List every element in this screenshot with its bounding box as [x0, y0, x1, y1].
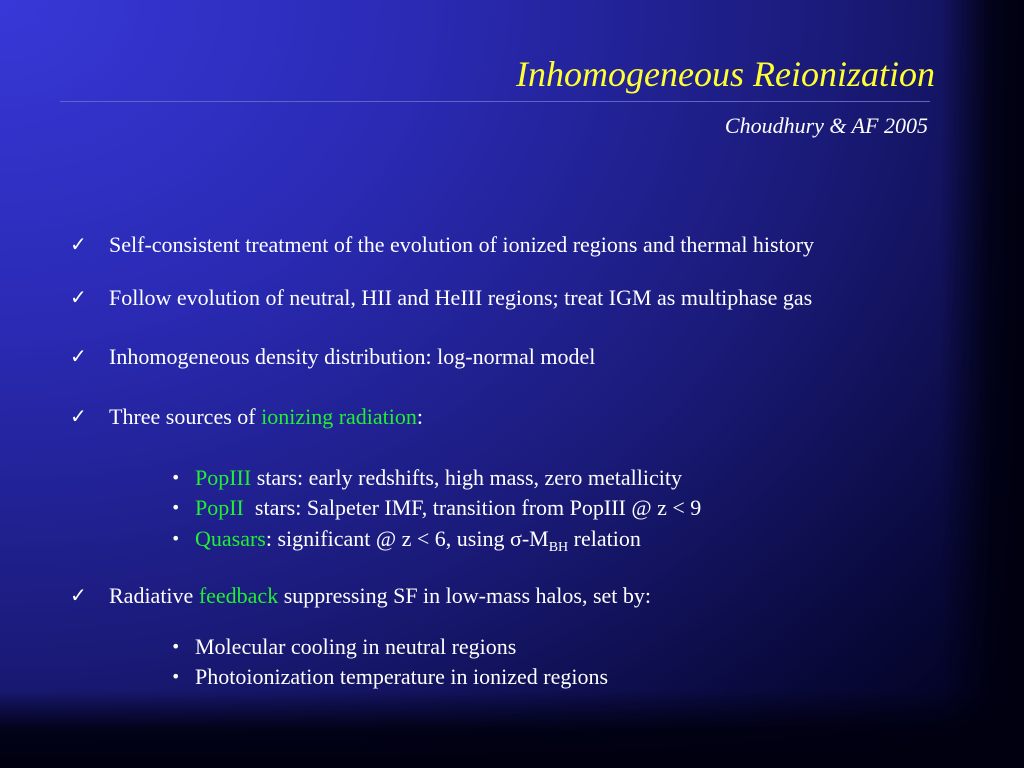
sub-bullet-text [195, 524, 641, 563]
bullet-text-post: suppressing SF in low-mass halos, set by: [278, 583, 651, 608]
bullet-text: Follow evolution of neutral, HII and HeIII regions; treat IGM as multiphase gas [109, 285, 813, 310]
slide-title: Inhomogeneous Reionization [516, 54, 935, 94]
bullet-dot-icon: • [171, 468, 181, 487]
highlight-quasars: Quasars [195, 526, 266, 551]
bullet-text-pre: Radiative [109, 583, 199, 608]
checkmark-icon: ✓ [70, 232, 87, 256]
highlight-popii: PopII [195, 495, 244, 520]
bullet-text [109, 581, 651, 611]
sub-bullet-text [195, 463, 682, 493]
bullet-dot-icon: • [171, 498, 181, 517]
highlight-popiii: PopIII [195, 465, 252, 490]
sub-bullet-text-post: : significant @ z < 6, using σ-M [265, 526, 549, 551]
sub-bullet-text [195, 493, 701, 523]
sub-bullet-text: Molecular cooling in neutral regions [195, 634, 517, 659]
checkmark-icon: ✓ [70, 404, 87, 428]
bullet-text: Inhomogeneous density distribution: log-normal model [109, 344, 596, 369]
checkmark-icon: ✓ [70, 285, 87, 309]
highlight-ionizing-radiation: ionizing radiation [261, 404, 417, 429]
bullet-text-post: : [416, 404, 424, 429]
bullet-dot-icon: • [171, 529, 181, 548]
sub-bullet-text-tail: relation [568, 526, 641, 551]
title-divider [60, 101, 930, 102]
bullet-text-pre: Three sources of [109, 404, 262, 429]
slide-subtitle: Choudhury & AF 2005 [724, 113, 928, 138]
sub-bullet-text: Photoionization temperature in ionized regions [195, 664, 609, 689]
subscript-bh: BH [548, 540, 569, 555]
bullet-dot-icon: • [171, 637, 181, 656]
highlight-feedback: feedback [198, 583, 279, 608]
bullet-dot-icon: • [171, 667, 181, 686]
sub-bullet-text-post: stars: early redshifts, high mass, zero metallicity [251, 465, 682, 490]
checkmark-icon: ✓ [70, 583, 87, 607]
checkmark-icon: ✓ [70, 344, 87, 368]
sub-bullet-text-post: stars: Salpeter IMF, transition from PopIII @ z < 9 [243, 495, 702, 520]
bullet-text: Self-consistent treatment of the evolution of ionized regions and thermal history [109, 232, 815, 257]
bullet-text [109, 402, 423, 432]
